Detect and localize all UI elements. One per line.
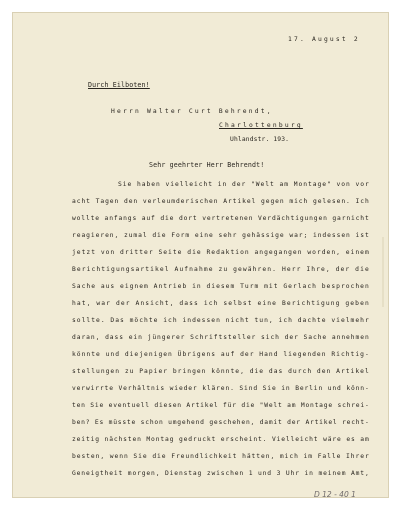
body-line: wollte anfangs auf die dort vertretenen Verdächtigungen garnicht	[72, 215, 370, 222]
body-line: ten Sie eventuell diesen Artikel für die "Welt am Montage schrei-	[72, 402, 370, 409]
recipient-name: Herrn Walter Curt Behrendt,	[111, 108, 273, 115]
body-line: jetzt von dritter Seite die Redaktion angegangen worden, einem	[72, 249, 370, 256]
paper-fold-mark	[382, 237, 384, 307]
body-line: ben? Es müsste schon umgehend geschehen, damit der Artikel recht-	[72, 419, 370, 426]
body-line: besten, wenn Sie die Freundlichkeit hätten, mich im Falle Ihrer	[72, 453, 370, 460]
recipient-city: Charlottenburg	[219, 122, 303, 129]
recipient-street: Uhlandstr. 193.	[230, 136, 290, 143]
delivery-note: Durch Eilboten!	[88, 81, 150, 89]
letter-page	[12, 12, 389, 498]
salutation: Sehr geehrter Herr Behrendt!	[149, 161, 265, 169]
body-line: hat, war der Ansicht, dass ich selbst eine Berichtigung geben	[72, 300, 370, 307]
body-line: stellungen zu Papier bringen könnte, die das durch den Artikel	[72, 368, 370, 375]
body-line: zeitig nächsten Montag gedruckt erscheint. Vielleicht wäre es am	[72, 436, 370, 443]
letter-date: 17. August 2	[288, 36, 360, 43]
body-line: reagieren, zumal die Form eine sehr gehässige war; indessen ist	[72, 232, 370, 239]
body-line: acht Tagen den verleumderischen Artikel gegen mich gelesen. Ich	[72, 198, 370, 205]
body-line: Geneigtheit morgen, Dienstag zwischen 1 und 3 Uhr in meinem Amt,	[72, 470, 370, 477]
body-line: Berichtigungsartikel Aufnahme zu gewähren. Herr Ihre, der die	[72, 266, 370, 273]
body-line: könnte und diejenigen Übrigens auf der Hand liegenden Richtig-	[72, 351, 370, 358]
body-line: verwirrte Verhältnis wieder klären. Sind Sie in Berlin und könn-	[72, 385, 370, 392]
body-line: sollte. Das möchte ich indessen nicht tun, ich dachte vielmehr	[72, 317, 370, 324]
body-line: Sie haben vielleicht in der "Welt am Montage" von vor	[118, 181, 370, 188]
archive-number: D 12 - 40 1	[314, 490, 356, 499]
body-line: daran, dass ein jüngerer Schriftsteller sich der Sache annehmen	[72, 334, 370, 341]
body-line: Sache aus eignem Antrieb in diesem Turm mit Gerlach besprochen	[72, 283, 370, 290]
